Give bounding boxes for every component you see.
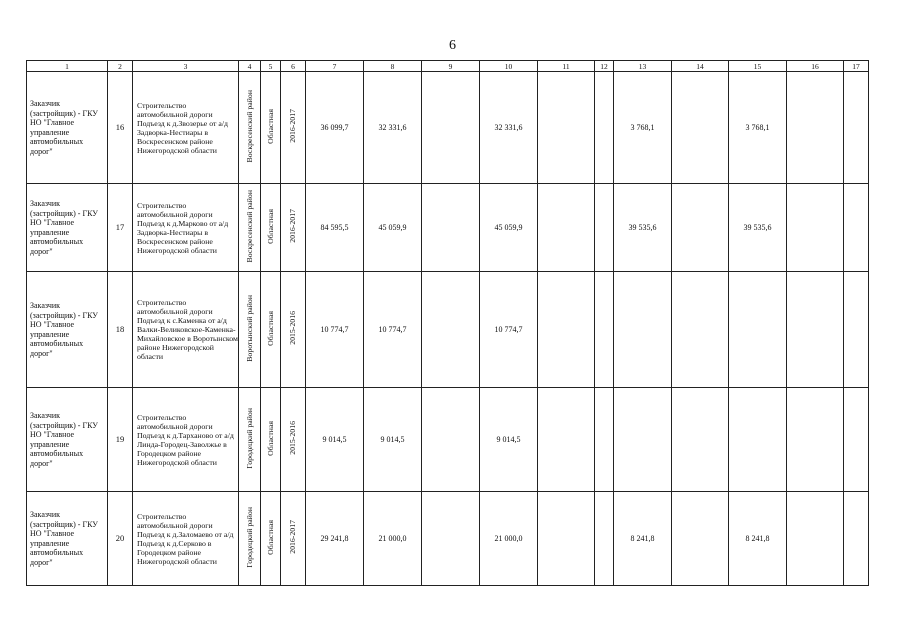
header-cell: 16 (787, 61, 844, 72)
value-cell-c10: 21 000,0 (480, 492, 538, 586)
row-number-cell: 17 (108, 184, 133, 272)
value-cell-c10: 45 059,9 (480, 184, 538, 272)
header-cell: 17 (844, 61, 869, 72)
value-cell-c11 (538, 184, 595, 272)
ownership-cell (261, 492, 281, 586)
value-cell-c8: 45 059,9 (364, 184, 422, 272)
value-cell-c11 (538, 492, 595, 586)
value-cell-c14 (672, 272, 729, 388)
district-cell-text: Городецкий район (244, 407, 254, 469)
header-cell: 11 (538, 61, 595, 72)
district-cell-text: Воскресенский район (244, 190, 254, 263)
district-cell (239, 184, 261, 272)
value-cell-c7: 84 595,5 (306, 184, 364, 272)
value-cell-c17 (844, 184, 869, 272)
ownership-cell (261, 272, 281, 388)
value-cell-c9 (422, 72, 480, 184)
district-cell-text: Городецкий район (244, 506, 254, 568)
table-row (27, 184, 869, 272)
row-number-cell: 19 (108, 388, 133, 492)
ownership-cell-text: Областная (265, 208, 275, 244)
value-cell-c15: 8 241,8 (729, 492, 787, 586)
value-cell-c17 (844, 492, 869, 586)
table-row (27, 272, 869, 388)
value-cell-c16 (787, 272, 844, 388)
value-cell-c7: 9 014,5 (306, 388, 364, 492)
header-cell: 5 (261, 61, 281, 72)
header-cell: 4 (239, 61, 261, 72)
table-row (27, 388, 869, 492)
object-name-cell: Строительство автомобильной дороги Подъезд к д.Звозерье от а/д Задворка-Нестиары в Воскресенском районе Нижегородской области (133, 72, 239, 184)
period-cell-text: 2015-2016 (288, 421, 298, 456)
header-cell: 2 (108, 61, 133, 72)
value-cell-c17 (844, 72, 869, 184)
value-cell-c10: 32 331,6 (480, 72, 538, 184)
value-cell-c9 (422, 184, 480, 272)
value-cell-c15 (729, 272, 787, 388)
value-cell-c12 (595, 272, 614, 388)
period-cell-text: 2016-2017 (288, 209, 298, 244)
value-cell-c13 (614, 272, 672, 388)
value-cell-c13 (614, 388, 672, 492)
object-name-cell: Строительство автомобильной дороги Подъезд к д.Тарханово от а/д Линда-Городец-Заволжье в Городецком районе Нижегородской области (133, 388, 239, 492)
value-cell-c16 (787, 184, 844, 272)
value-cell-c15: 39 535,6 (729, 184, 787, 272)
value-cell-c12 (595, 492, 614, 586)
value-cell-c13: 39 535,6 (614, 184, 672, 272)
value-cell-c8: 21 000,0 (364, 492, 422, 586)
header-row (27, 61, 869, 72)
value-cell-c10: 10 774,7 (480, 272, 538, 388)
value-cell-c13: 3 768,1 (614, 72, 672, 184)
row-number-cell: 18 (108, 272, 133, 388)
value-cell-c9 (422, 492, 480, 586)
period-cell-text: 2016-2017 (288, 520, 298, 555)
header-cell: 12 (595, 61, 614, 72)
value-cell-c12 (595, 388, 614, 492)
district-cell (239, 492, 261, 586)
data-table (26, 60, 869, 586)
value-cell-c9 (422, 388, 480, 492)
district-cell-text: Воскресенский район (244, 90, 254, 163)
ownership-cell-text: Областная (265, 519, 275, 555)
period-cell-text: 2015-2016 (288, 311, 298, 346)
period-cell (281, 184, 306, 272)
object-name-cell: Строительство автомобильной дороги Подъезд к с.Каменка от а/д Валки-Великовское-Каменка-Михайловское в Воротынском районе Нижегородской области (133, 272, 239, 388)
object-name-cell: Строительство автомобильной дороги Подъезд к д.Заломаево от а/д Подъезд к д.Серково в Городецком районе Нижегородской области (133, 492, 239, 586)
district-cell-text: Воротынский район (244, 294, 254, 362)
customer-cell: Заказчик (застройщик) - ГКУ НО "Главное управление автомобильных дорог" (27, 184, 108, 272)
ownership-cell (261, 72, 281, 184)
value-cell-c11 (538, 388, 595, 492)
value-cell-c14 (672, 492, 729, 586)
value-cell-c8: 10 774,7 (364, 272, 422, 388)
customer-cell: Заказчик (застройщик) - ГКУ НО "Главное управление автомобильных дорог" (27, 272, 108, 388)
row-number-cell: 16 (108, 72, 133, 184)
ownership-cell (261, 388, 281, 492)
value-cell-c15: 3 768,1 (729, 72, 787, 184)
period-cell-text: 2016-2017 (288, 109, 298, 144)
header-cell: 14 (672, 61, 729, 72)
customer-cell: Заказчик (застройщик) - ГКУ НО "Главное управление автомобильных дорог" (27, 492, 108, 586)
value-cell-c14 (672, 184, 729, 272)
header-cell: 9 (422, 61, 480, 72)
value-cell-c8: 32 331,6 (364, 72, 422, 184)
value-cell-c11 (538, 272, 595, 388)
header-cell: 1 (27, 61, 108, 72)
customer-cell: Заказчик (застройщик) - ГКУ НО "Главное управление автомобильных дорог" (27, 388, 108, 492)
ownership-cell-text: Областная (265, 108, 275, 144)
value-cell-c7: 36 099,7 (306, 72, 364, 184)
value-cell-c15 (729, 388, 787, 492)
header-cell: 13 (614, 61, 672, 72)
header-cell: 7 (306, 61, 364, 72)
value-cell-c10: 9 014,5 (480, 388, 538, 492)
table-row (27, 72, 869, 184)
header-cell: 6 (281, 61, 306, 72)
object-name-cell: Строительство автомобильной дороги Подъезд к д.Марково от а/д Задворка-Нестиары в Воскресенском районе Нижегородской области (133, 184, 239, 272)
value-cell-c12 (595, 72, 614, 184)
district-cell (239, 72, 261, 184)
value-cell-c17 (844, 388, 869, 492)
value-cell-c16 (787, 492, 844, 586)
row-number-cell: 20 (108, 492, 133, 586)
header-cell: 15 (729, 61, 787, 72)
value-cell-c17 (844, 272, 869, 388)
value-cell-c8: 9 014,5 (364, 388, 422, 492)
value-cell-c14 (672, 388, 729, 492)
header-cell: 10 (480, 61, 538, 72)
period-cell (281, 72, 306, 184)
period-cell (281, 492, 306, 586)
header-cell: 8 (364, 61, 422, 72)
value-cell-c13: 8 241,8 (614, 492, 672, 586)
period-cell (281, 388, 306, 492)
table-row (27, 492, 869, 586)
ownership-cell (261, 184, 281, 272)
value-cell-c14 (672, 72, 729, 184)
value-cell-c12 (595, 184, 614, 272)
value-cell-c9 (422, 272, 480, 388)
header-cell: 3 (133, 61, 239, 72)
district-cell (239, 272, 261, 388)
value-cell-c7: 29 241,8 (306, 492, 364, 586)
ownership-cell-text: Областная (265, 310, 275, 346)
value-cell-c7: 10 774,7 (306, 272, 364, 388)
period-cell (281, 272, 306, 388)
value-cell-c16 (787, 72, 844, 184)
page-number: 6 (449, 38, 456, 53)
customer-cell: Заказчик (застройщик) - ГКУ НО "Главное управление автомобильных дорог" (27, 72, 108, 184)
value-cell-c11 (538, 72, 595, 184)
ownership-cell-text: Областная (265, 420, 275, 456)
value-cell-c16 (787, 388, 844, 492)
district-cell (239, 388, 261, 492)
